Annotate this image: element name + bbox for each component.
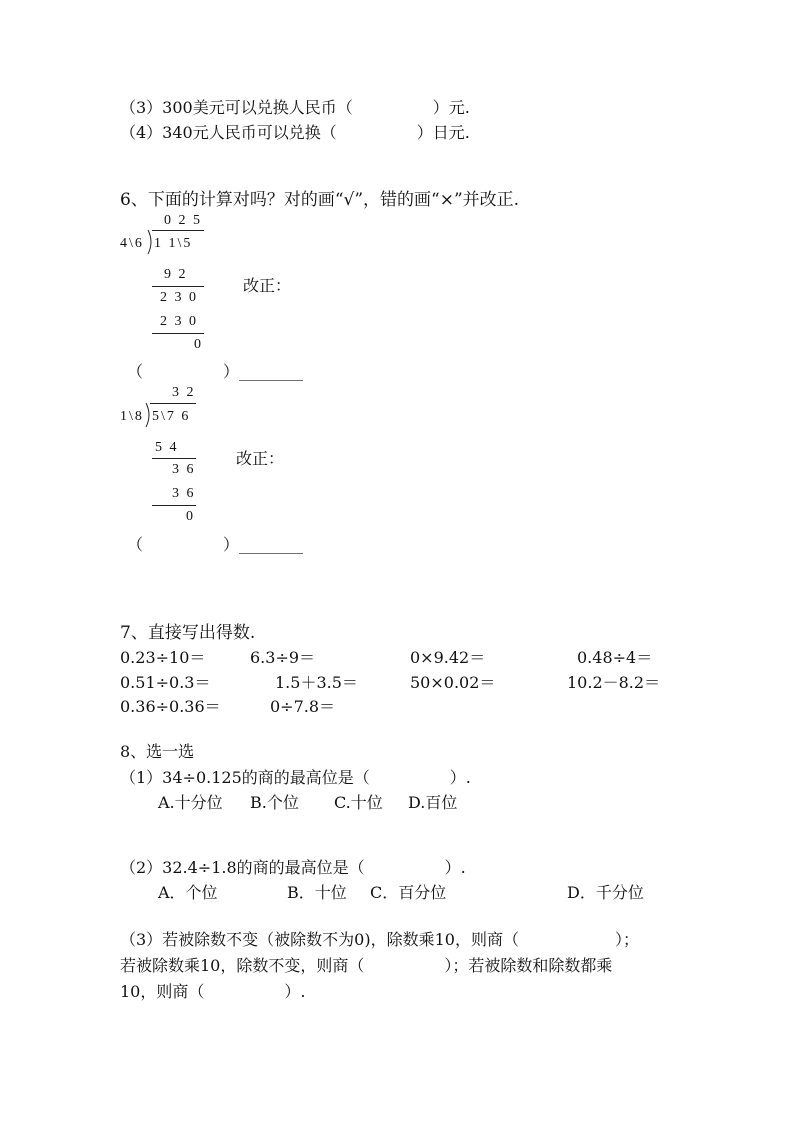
division-2-quotient: 3 2: [172, 385, 196, 400]
division-1-bar: [152, 230, 204, 231]
division-1-step-2: 2 3 0: [160, 290, 198, 305]
division-2-bar: [150, 403, 196, 404]
q6-title: 6、下面的计算对吗？对的画“√”，错的画“×”并改正.: [120, 190, 520, 210]
division-2-step-2: 3 6: [172, 462, 196, 477]
q7-r2-c3: 50×0.02＝: [410, 673, 496, 692]
division-1-quotient: 0 2 5: [164, 213, 202, 228]
q7-r1-c3: 0×9.42＝: [410, 648, 486, 667]
q8-p1-option-a[interactable]: A.十分位: [158, 793, 223, 812]
q7-r3-c2: 0÷7.8＝: [270, 697, 336, 716]
q7-r2-c2: 1.5＋3.5＝: [275, 673, 358, 692]
q8-p1-option-c[interactable]: C.十位: [334, 793, 383, 812]
division-1-step-4: 0: [194, 337, 203, 352]
q8-p3-line-3: 10，则商（ ）.: [120, 982, 306, 1001]
division-2-step-3: 3 6: [172, 486, 196, 501]
division-2-rule-1: [152, 458, 196, 459]
q7-r3-c1: 0.36÷0.36＝: [120, 697, 221, 716]
q7-r1-c1: 0.23÷10＝: [120, 648, 206, 667]
division-2-answer-blank[interactable]: （ ）________: [127, 535, 304, 554]
q8-p1-option-b[interactable]: B.个位: [250, 793, 299, 812]
q8-p2-stem: （2）32.4÷1.8的商的最高位是（ ）.: [120, 858, 466, 877]
division-2-rule-2: [152, 505, 196, 506]
q7-r2-c1: 0.51÷0.3＝: [120, 673, 211, 692]
division-2-step-1: 5 4: [155, 440, 179, 455]
q7-r1-c4: 0.48÷4＝: [577, 648, 653, 667]
division-1-dividend: 1 1\5: [154, 236, 193, 251]
q8-p3-line-1: （3）若被除数不变（被除数不为0)，除数乘10，则商（ ）；: [120, 930, 639, 949]
division-1-step-3: 2 3 0: [160, 314, 198, 329]
division-1-correction-label: 改正：: [243, 276, 292, 295]
q8-p2-option-b[interactable]: B．十位: [287, 883, 347, 902]
division-2-dividend: 5\7 6: [152, 409, 191, 424]
q7-title: 7、直接写出得数.: [120, 623, 256, 643]
division-1-step-1: 9 2: [164, 267, 188, 282]
division-1-rule-2: [152, 333, 204, 334]
division-1-divisor: 4\6: [120, 236, 144, 251]
q8-p2-option-c[interactable]: C．百分位: [370, 883, 447, 902]
q8-p1-stem: （1）34÷0.125的商的最高位是（ ）.: [120, 768, 471, 787]
q5-line-4: （4）340元人民币可以兑换（ ）日元.: [120, 123, 470, 142]
q7-r1-c2: 6.3÷9＝: [250, 648, 316, 667]
division-2-step-4: 0: [186, 509, 195, 524]
q5-line-3: （3）300美元可以兑换人民币（ ）元.: [120, 98, 470, 117]
division-2-correction-label: 改正：: [236, 449, 285, 468]
q7-r2-c4: 10.2－8.2＝: [567, 673, 661, 692]
q8-p2-option-d[interactable]: D．千分位: [567, 883, 644, 902]
division-1-answer-blank[interactable]: （ ）________: [127, 362, 304, 381]
q8-p1-option-d[interactable]: D.百位: [408, 793, 458, 812]
division-2-divisor: 1\8: [120, 409, 144, 424]
q8-p2-option-a[interactable]: A．个位: [158, 883, 218, 902]
division-1-rule-1: [152, 286, 204, 287]
q8-p3-line-2: 若被除数乘10，除数不变，则商（ ）；若被除数和除数都乘: [120, 956, 613, 975]
q8-title: 8、选一选: [120, 742, 195, 761]
